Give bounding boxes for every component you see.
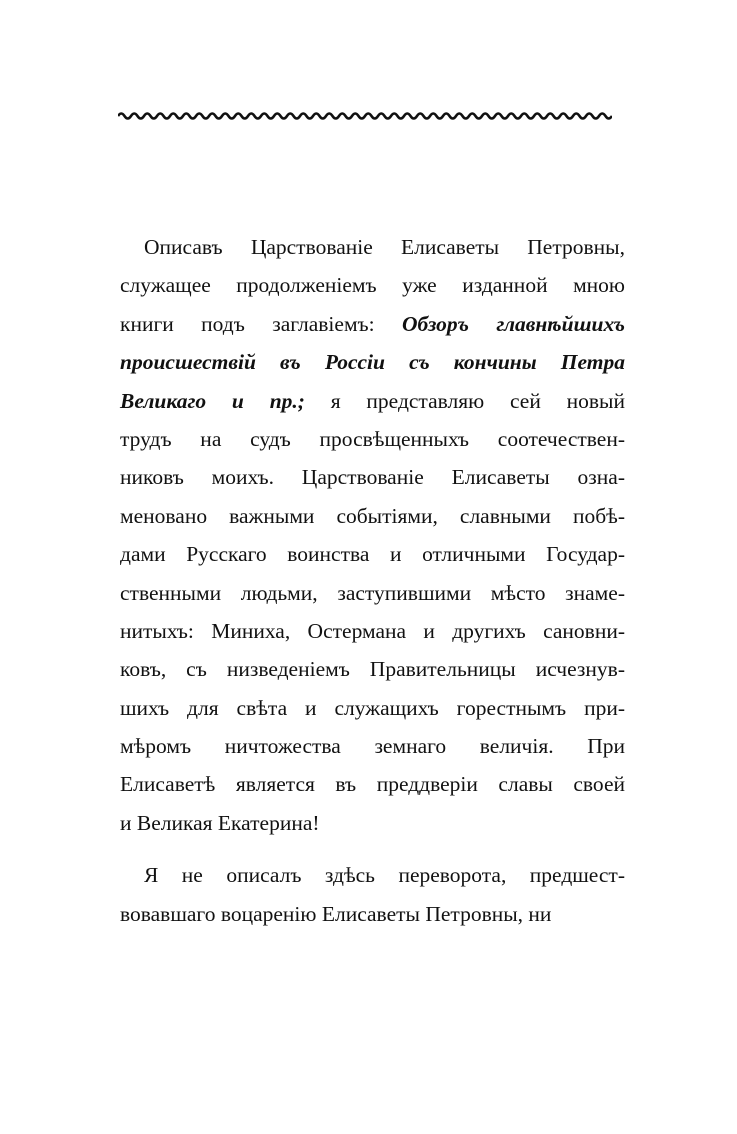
text-line xyxy=(120,574,625,612)
text-span: служащее продолженіемъ уже изданной мною xyxy=(120,273,625,298)
text-span: мѣромъ ничтожества земнаго величія. При xyxy=(120,734,625,759)
text-span: вовавшаго воцаренію Елисаветы Петровны, ни xyxy=(120,901,552,926)
text-span: меновано важными событіями, славными побѣ- xyxy=(120,503,625,528)
italic-text: Великаго и пр.; xyxy=(120,388,305,413)
wavy-rule-ornament xyxy=(118,108,612,124)
paragraph xyxy=(120,228,625,842)
text-span: дами Русскаго воинства и отличными Государ- xyxy=(120,542,625,567)
text-span: трудъ на судъ просвѣщенныхъ соотечествен- xyxy=(120,426,625,451)
text-line xyxy=(120,228,625,266)
text-span: ковъ, съ низведеніемъ Правительницы исчезнув- xyxy=(120,657,625,682)
text-line xyxy=(120,305,625,343)
text-block xyxy=(120,228,625,933)
text-span: Описавъ Царствованіе Елисаветы Петровны, xyxy=(144,235,625,259)
italic-text: Обзоръ главнѣйшихъ xyxy=(402,311,626,336)
text-line xyxy=(120,650,625,688)
text-line xyxy=(120,727,625,765)
text-line xyxy=(120,266,625,304)
text-line xyxy=(120,535,625,573)
text-span: шихъ для свѣта и служащихъ горестнымъ при- xyxy=(120,695,625,720)
text-line xyxy=(120,612,625,650)
text-span: нитыхъ: Миниха, Остермана и другихъ сановни- xyxy=(120,618,625,643)
text-line xyxy=(120,895,625,933)
text-line xyxy=(120,382,625,420)
text-span: я представляю сей новый xyxy=(304,388,625,413)
paragraph xyxy=(120,856,625,933)
text-line xyxy=(120,497,625,535)
text-span: Я не описалъ здѣсь переворота, предшест- xyxy=(144,863,625,888)
text-span: книги подъ заглавіемъ: xyxy=(120,311,403,336)
text-line xyxy=(120,765,625,803)
text-line xyxy=(120,458,625,496)
text-line xyxy=(120,420,625,458)
text-span: и Великая Екатерина! xyxy=(120,810,320,835)
text-line xyxy=(120,689,625,727)
text-span: Елисаветѣ является въ преддверіи славы своей xyxy=(120,772,625,797)
italic-text: происшествій въ Россіи съ кончины Петра xyxy=(120,350,625,375)
text-span: никовъ моихъ. Царствованіе Елисаветы озна- xyxy=(120,465,625,490)
text-line xyxy=(120,856,625,894)
text-line xyxy=(120,343,625,381)
text-span: ственными людьми, заступившими мѣсто знаме- xyxy=(120,580,625,605)
text-line xyxy=(120,804,625,842)
